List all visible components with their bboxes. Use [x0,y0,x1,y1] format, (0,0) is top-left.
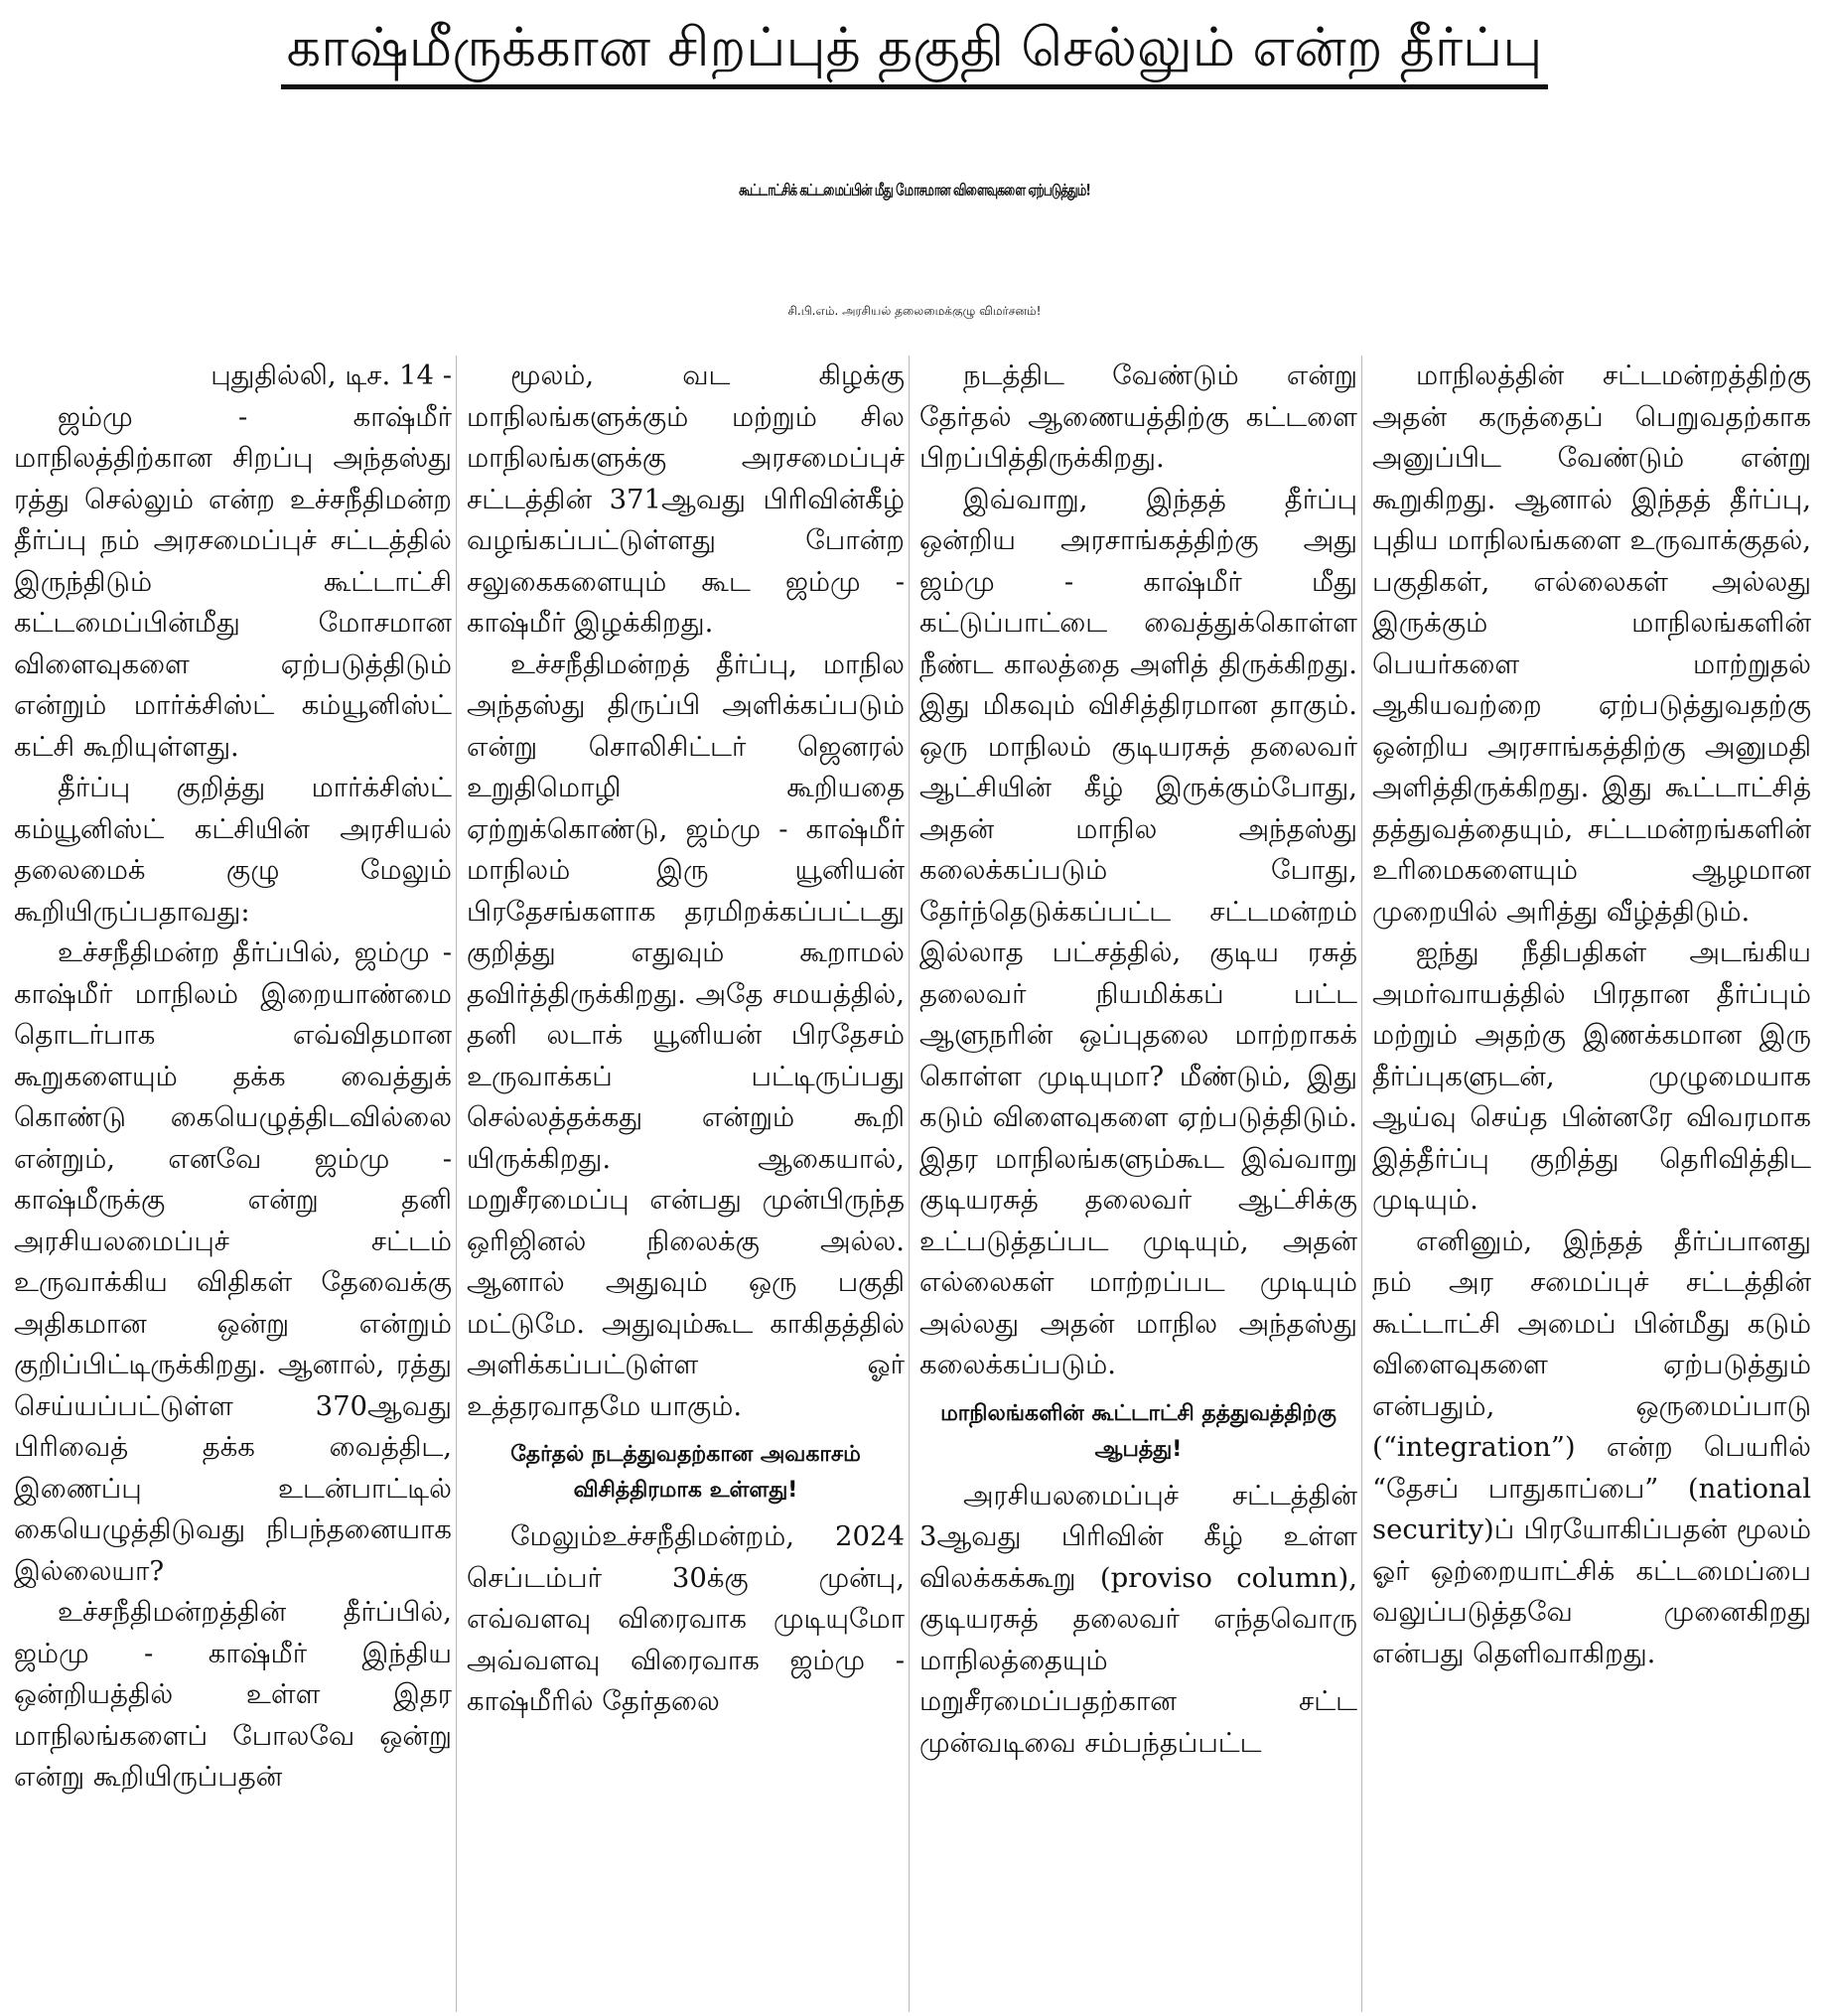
article-kicker [0,6,1829,89]
paragraph: இவ்வாறு, இந்தத் தீர்ப்பு ஒன்றிய அரசாங்கத்திற்கு அது ஜம்மு - காஷ்மீர் மீது கட்டுப்பாட்டை வைத்துக்கொள்ள நீண்ட காலத்தை அளித் திருக்கிறது. இது மிகவும் விசித்திரமான தாகும். ஒரு மாநிலம் குடியரசுத் தலைவர் ஆட்சியின் கீழ் இருக்கும்போது, அதன் மாநில அந்தஸ்து கலைக்கப்படும் போது, தேர்ந்தெடுக்கப்பட்ட சட்டமன்றம் இல்லாத பட்சத்தில், குடிய ரசுத் தலைவர் நியமிக்கப் பட்ட ஆளுநரின் ஒப்புதலை மாற்றாகக் கொள்ள முடியுமா? மீண்டும், இது கடும் விளைவுகளை ஏற்படுத்திடும். இதர மாநிலங்களும்கூட இவ்வாறு குடியரசுத் தலைவர் ஆட்சிக்கு உட்படுத்தப்பட முடியும், அதன் எல்லைகள் மாற்றப்பட முடியும் அல்லது அதன் மாநில அந்தஸ்து கலைக்கப்படும். [919,483,1357,1380]
article-column-4 [1372,356,1815,2012]
paragraph: உச்சநீதிமன்றத்தின் தீர்ப்பில், ஜம்மு - காஷ்மீர் இந்திய ஒன்றியத்தில் உள்ள இதர மாநிலங்களைப் போலவே ஒன்று என்று கூறியிருப்பதன் [14,1596,452,1793]
article-columns [14,356,1815,2012]
article-column-1 [14,356,457,2012]
article-column-3 [919,356,1362,2012]
paragraph: உச்சநீதிமன்றத் தீர்ப்பு, மாநில அந்தஸ்து திருப்பி அளிக்கப்படும் என்று சொலிசிட்டர் ஜெனரல் உறுதிமொழி கூறியதை ஏற்றுக்கொண்டு, ஜம்மு - காஷ்மீர் மாநிலம் இரு யூனியன் பிரதேசங்களாக தரமிறக்கப்பட்டது குறித்து எதுவும் கூறாமல் தவிர்த்திருக்கிறது. அதே சமயத்தில், தனி லடாக் யூனியன் பிரதேசம் உருவாக்கப் பட்டிருப்பது செல்லத்தக்கது என்றும் கூறி யிருக்கிறது. ஆகையால், மறுசீரமைப்பு என்பது முன்பிருந்த ஒரிஜினல் நிலைக்கு அல்ல. ஆனால் அதுவும் ஒரு பகுதி மட்டுமே. அதுவும்கூட காகிதத்தில் அளிக்கப்பட்டுள்ள ஓர் உத்தரவாதமே யாகும். [467,648,905,1422]
article-column-2 [467,356,910,2012]
paragraph: ஐந்து நீதிபதிகள் அடங்கிய அமர்வாயத்தில் பிரதான தீர்ப்பும் மற்றும் அதற்கு இணக்கமான இரு தீர்ப்புகளுடன், முழுமையாக ஆய்வு செய்த பின்னரே விவரமாக இத்தீர்ப்பு குறித்து தெரிவித்திட முடியும். [1372,936,1811,1216]
article-subheadline: சி.பி.எம். அரசியல் தலைமைக்குழு விமர்சனம்! [787,304,1042,318]
kicker-text: காஷ்மீருக்கான சிறப்புத் தகுதி செல்லும் என்ற தீர்ப்பு [281,11,1549,89]
article-headline: கூட்டாட்சிக் கட்டமைப்பின் மீது மோசமான விளைவுகளை ஏற்படுத்தும்! [739,180,1090,200]
paragraph: மேலும்உச்சநீதிமன்றம், 2024 செப்டம்பர் 30க்கு முன்பு, எவ்வளவு விரைவாக முடியுமோ அவ்வளவு விரைவாக ஜம்மு - காஷ்மீரில் தேர்தலை [467,1520,905,1717]
section-subtitle: மாநிலங்களின் கூட்டாட்சி தத்துவத்திற்கு ஆபத்து! [940,1400,1337,1462]
paragraph: தீர்ப்பு குறித்து மார்க்சிஸ்ட் கம்யூனிஸ்ட் கட்சியின் அரசியல் தலைமைக் குழு மேலும் கூறியிருப்பதாவது: [14,772,452,928]
paragraph: மூலம், வட கிழக்கு மாநிலங்களுக்கும் மற்றும் சில மாநிலங்களுக்கு அரசமைப்புச் சட்டத்தின் 371ஆவது பிரிவின்கீழ் வழங்கப்பட்டுள்ளது போன்ற சலுகைகளையும் கூட ஜம்மு - காஷ்மீர் இழக்கிறது. [467,360,905,639]
dateline: புதுதில்லி, டிச. 14 - [211,360,452,391]
section-subtitle: தேர்தல் நடத்துவதற்கான அவகாசம் விசித்திரமாக உள்ளது! [510,1442,861,1503]
paragraph: அரசியலமைப்புச் சட்டத்தின் 3ஆவது பிரிவின் கீழ் உள்ள விலக்கக்கூறு (proviso column), குடியரசுத் தலைவர் எந்தவொரு மாநிலத்தையும் மறுசீரமைப்பதற்கான சட்ட முன்வடிவை சம்பந்தப்பட்ட [919,1479,1357,1759]
paragraph: உச்சநீதிமன்ற தீர்ப்பில், ஜம்மு - காஷ்மீர் மாநிலம் இறையாண்மை தொடர்பாக எவ்விதமான கூறுகளையும் தக்க வைத்துக் கொண்டு கையெழுத்திடவில்லை என்றும், எனவே ஜம்மு - காஷ்மீருக்கு என்று தனி அரசியலமைப்புச் சட்டம் உருவாக்கிய விதிகள் தேவைக்கு அதிகமான ஒன்று என்றும் குறிப்பிட்டிருக்கிறது. ஆனால், ரத்து செய்யப்பட்டுள்ள 370ஆவது பிரிவைத் தக்க வைத்திட, இணைப்பு உடன்பாட்டில் கையெழுத்திடுவது நிபந்தனையாக இல்லையா? [14,936,452,1587]
paragraph: ஜம்மு - காஷ்மீர் மாநிலத்திற்கான சிறப்பு அந்தஸ்து ரத்து செல்லும் என்ற உச்சநீதிமன்ற தீர்ப்பு நம் அரசமைப்புச் சட்டத்தில் இருந்திடும் கூட்டாட்சி கட்டமைப்பின்மீது மோசமான விளைவுகளை ஏற்படுத்திடும் என்றும் மார்க்சிஸ்ட் கம்யூனிஸ்ட் கட்சி கூறியுள்ளது. [14,400,452,763]
paragraph: மாநிலத்தின் சட்டமன்றத்திற்கு அதன் கருத்தைப் பெறுவதற்காக அனுப்பிட வேண்டும் என்று கூறுகிறது. ஆனால் இந்தத் தீர்ப்பு, புதிய மாநிலங்களை உருவாக்குதல், பகுதிகள், எல்லைகள் அல்லது இருக்கும் மாநிலங்களின் பெயர்களை மாற்றுதல் ஆகியவற்றை ஏற்படுத்துவதற்கு ஒன்றிய அரசாங்கத்திற்கு அனுமதி அளித்திருக்கிறது. இது கூட்டாட்சித் தத்துவத்தையும், சட்டமன்றங்களின் உரிமைகளையும் ஆழமான முறையில் அரித்து வீழ்த்திடும். [1372,360,1811,928]
paragraph: எனினும், இந்தத் தீர்ப்பானது நம் அர சமைப்புச் சட்டத்தின் கூட்டாட்சி அமைப் பின்மீது கடும் விளைவுகளை ஏற்படுத்தும் என்பதும், ஒருமைப்பாடு (“integration”) என்ற பெயரில் “தேசப் பாதுகாப்பை” (national security)ப் பிரயோகிப்பதன் மூலம் ஓர் ஒற்றையாட்சிக் கட்டமைப்பை வலுப்படுத்தவே முனைகிறது என்பது தெளிவாகிறது. [1372,1224,1811,1669]
paragraph: நடத்திட வேண்டும் என்று தேர்தல் ஆணையத்திற்கு கட்டளை பிறப்பித்திருக்கிறது. [919,360,1357,474]
